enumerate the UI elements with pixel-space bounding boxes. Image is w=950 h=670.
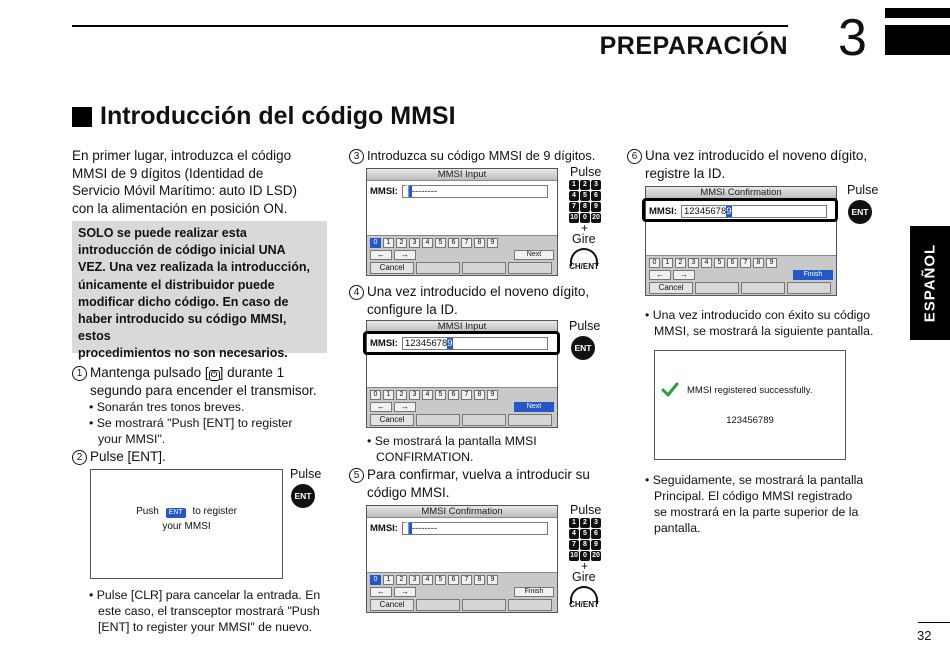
arrow-right-icon: →	[394, 587, 416, 597]
success-message: MMSI registered successfully.	[687, 385, 813, 396]
plus-sign: +	[581, 221, 589, 235]
ch-ent-dial-icon: CH/ENT	[566, 585, 602, 615]
ch-ent-dial-icon: CH/ENT	[566, 247, 602, 277]
step-2: 2 Pulse [ENT].	[72, 448, 166, 466]
section-title-text: Introducción del código MMSI	[100, 102, 456, 130]
on-screen-keypad	[367, 572, 557, 612]
footer-rule	[918, 622, 950, 623]
pulse-label: Pulse	[569, 319, 601, 333]
mmsi-row: MMSI: 123456789	[649, 205, 827, 218]
checkmark-icon	[661, 381, 679, 399]
screen-title: MMSI Input	[367, 169, 557, 181]
language-tab: ESPAÑOL	[910, 226, 950, 340]
mmsi-input-screen-empty	[366, 168, 558, 276]
arrow-right-icon: →	[394, 250, 416, 260]
digit-row: 0 1 2 3 4 5 6 7 8 9	[370, 390, 498, 400]
step-number: 4	[349, 285, 364, 300]
mmsi-field: ▌--------	[402, 185, 548, 198]
mmsi-row: MMSI: ▌--------	[370, 185, 548, 198]
finish-button: Finish	[793, 270, 833, 280]
cancel-button: Cancel	[370, 414, 414, 426]
mmsi-row: MMSI: 123456789	[370, 337, 548, 350]
step-4-bullets: • Se mostrará la pantalla MMSI CONFIRMATION.	[367, 434, 537, 464]
warning-box: SOLO se puede realizar esta introducción de código inicial UNA VEZ. Una vez realizada la introducción, únicamente el distribuidor puede modificar dicho código. En caso de haber introducido su código MMSI, estos procedimientos no son necesarios.	[72, 221, 327, 353]
header-bar-bottom	[885, 25, 950, 55]
page-number: 32	[917, 628, 932, 643]
arrow-right-icon: →	[394, 402, 416, 412]
step-number: 1	[72, 366, 87, 381]
mmsi-row: MMSI: ▌--------	[370, 522, 548, 535]
step-5: 5 Para confirmar, vuelva a introducir su código MMSI.	[349, 466, 609, 501]
gire-label: Gire	[572, 232, 596, 246]
chapter-title: PREPARACIÓN	[599, 32, 788, 60]
screen-title: MMSI Confirmation	[367, 506, 557, 518]
final-bullets: • Seguidamente, se mostrará la pantalla Principal. El código MMSI registrado se mostrará en la parte superior de la pantalla.	[645, 473, 864, 535]
cancel-button: Cancel	[370, 599, 414, 611]
pulse-label: Pulse	[847, 183, 879, 197]
finish-button: Finish	[514, 587, 554, 597]
push-ent-message: Push ENT to register your MMSI	[136, 506, 237, 532]
ent-button-icon: ENT	[571, 336, 595, 360]
arrow-left-icon: ←	[649, 270, 671, 280]
on-screen-keypad	[646, 255, 836, 295]
mmsi-confirm-screen-empty	[366, 505, 558, 613]
number-keys-icon: 1 2 3 4 5 6 7 8 9 10 0 20	[570, 519, 600, 559]
step-6: 6 Una vez introducido el noveno dígito, registre la ID.	[627, 147, 897, 182]
mmsi-success-screen	[654, 350, 846, 460]
on-screen-keypad	[367, 387, 557, 427]
power-icon: ⏻	[209, 370, 220, 381]
digit-row: 0 1 2 3 4 5 6 7 8 9	[370, 575, 498, 585]
step-3: 3 Introduzca su código MMSI de 9 dígitos.	[349, 147, 595, 165]
step-number: 3	[349, 149, 364, 164]
step-6-bullets: • Una vez introducido con éxito su código MMSI, se mostrará la siguiente pantalla.	[645, 308, 874, 338]
step-1: 1 Mantenga pulsado [ ⏻ ] durante 1 segundo para encender el transmisor.	[72, 364, 332, 399]
next-button: Next	[514, 402, 554, 412]
screen-title: MMSI Input	[367, 321, 557, 333]
mmsi-field-highlight	[642, 198, 838, 222]
mmsi-field-highlight	[363, 331, 560, 355]
screen-title: MMSI Confirmation	[646, 187, 836, 199]
header-bar-top	[885, 8, 950, 18]
arrow-left-icon: ←	[370, 587, 392, 597]
on-screen-keypad	[367, 235, 557, 275]
intro-paragraph: En primer lugar, introduzca el código MMSI de 9 dígitos (Identidad de Servicio Móvil Marítimo: auto ID LSD) con la alimentación en posición ON.	[72, 148, 298, 216]
arrow-left-icon: ←	[370, 402, 392, 412]
step-2-bullets: • Pulse [CLR] para cancelar la entrada. En este caso, el transceptor mostrará "Push [ENT] to register your MMSI" de nuevo.	[89, 588, 321, 634]
section-title	[72, 102, 456, 131]
digit-row: 0 1 2 3 4 5 6 7 8 9	[649, 258, 777, 268]
ent-button-icon: ENT	[291, 484, 315, 508]
cancel-button: Cancel	[649, 282, 693, 294]
registered-mmsi: 123456789	[726, 415, 774, 426]
step-number: 6	[627, 149, 642, 164]
square-bullet-icon	[72, 107, 92, 127]
step-4: 4 Una vez introducido el noveno dígito, configure la ID.	[349, 283, 609, 318]
step-1-bullets: • Sonarán tres tonos breves. • Se mostrará "Push [ENT] to register your MMSI".	[89, 400, 293, 446]
arrow-left-icon: ←	[370, 250, 392, 260]
mmsi-field: 123456789	[681, 205, 827, 218]
ent-key-icon: ENT	[166, 508, 186, 518]
step-number: 5	[349, 468, 364, 483]
mmsi-field: ▌--------	[402, 522, 548, 535]
chapter-number: 3	[838, 9, 867, 67]
pulse-label: Pulse	[290, 467, 322, 481]
step-number: 2	[72, 450, 87, 465]
push-ent-screen	[90, 469, 283, 579]
digit-row: 0 1 2 3 4 5 6 7 8 9	[370, 238, 498, 248]
gire-label: Gire	[572, 570, 596, 584]
pulse-label: Pulse	[570, 165, 602, 179]
plus-sign: +	[581, 559, 589, 573]
cancel-button: Cancel	[370, 262, 414, 274]
ent-button-icon: ENT	[848, 200, 872, 224]
mmsi-field: 123456789	[402, 337, 548, 350]
number-keys-icon: 1 2 3 4 5 6 7 8 9 10 0 20	[570, 181, 600, 221]
next-button: Next	[514, 250, 554, 260]
pulse-label: Pulse	[570, 503, 602, 517]
header-rule	[72, 25, 788, 27]
arrow-right-icon: →	[673, 270, 695, 280]
